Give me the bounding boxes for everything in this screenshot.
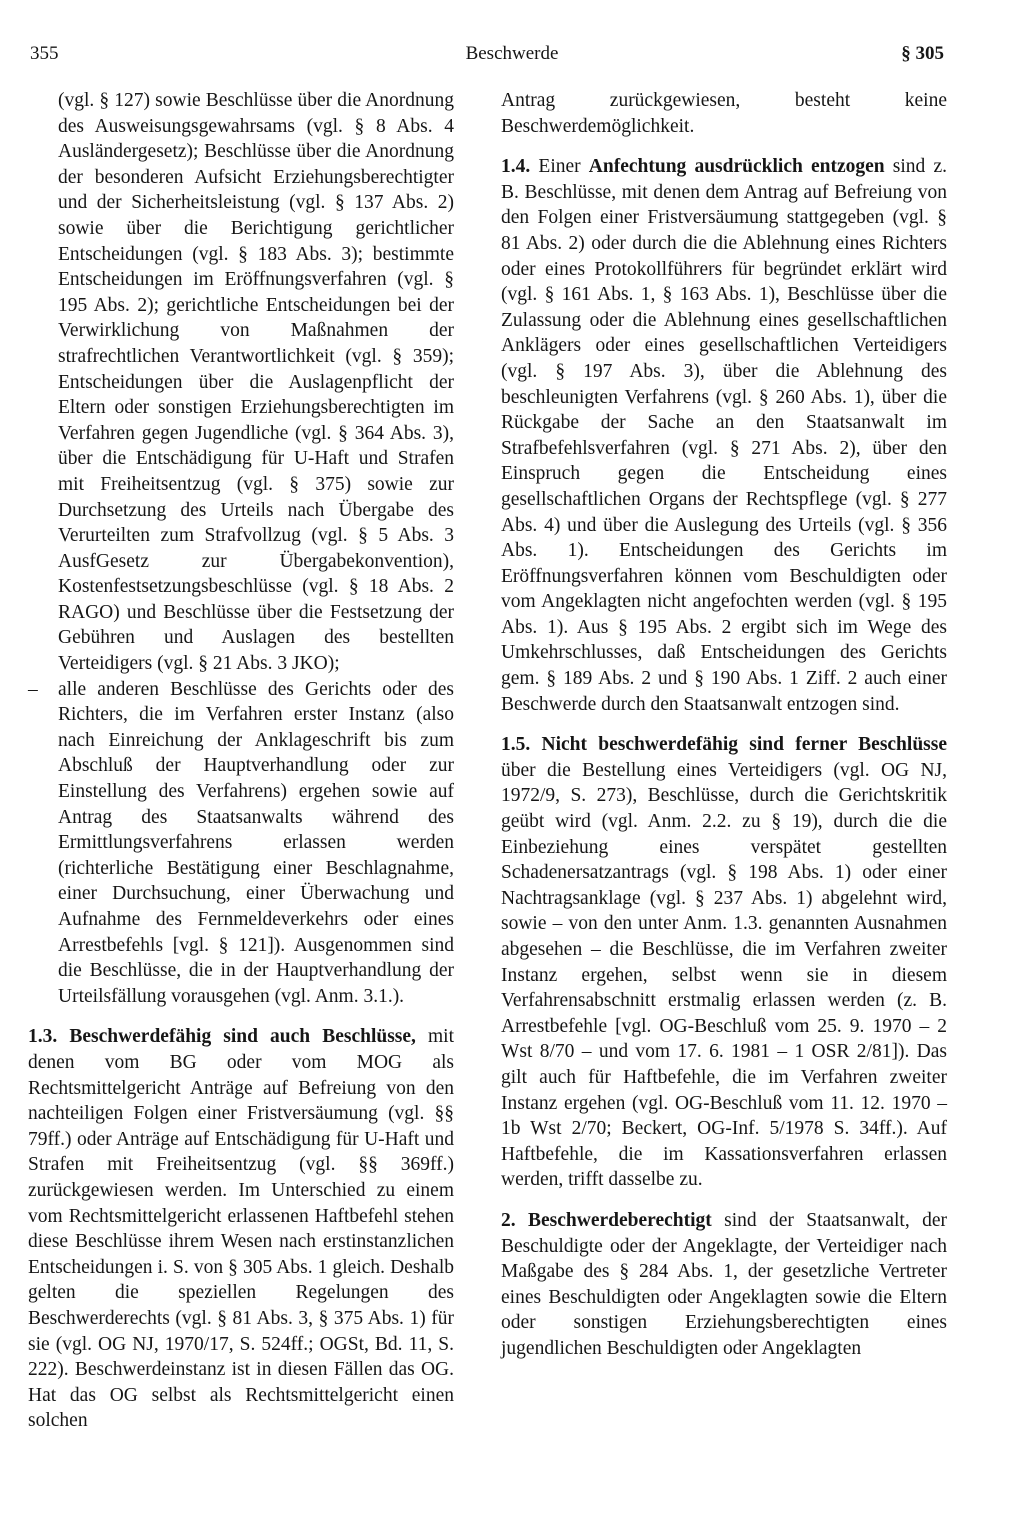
section-1-4-heading: Anfechtung ausdrücklich entzogen xyxy=(588,156,885,178)
section-1-5 xyxy=(501,732,947,1193)
section-1-4-number: 1.4. xyxy=(501,156,531,178)
section-2 xyxy=(501,1208,947,1362)
running-header xyxy=(0,39,1024,69)
section-1-5-text: über die Bestellung eines Verteidigers (vgl. OG NJ, 1972/9, S. 273), Beschlüsse, durch die Gerichtskritik geübt wird (vgl. Anm. 2.2. zu § 19), durch die die Einbeziehung eines verspätet gestellten Schadenersatzantrags (vgl. § 198 Abs. 1) oder einer Nachtragsanklage (vgl. § 237 Abs. 1) abgelehnt wird, sowie – von den unter Anm. 1.3. genannten Ausnahmen abgesehen – die Beschlüsse, die im Verfahren zweiter Instanz ergehen, selbst wenn sie in diesem Verfahrensabschnitt erstmalig erlassen werden (z. B. Arrestbefehle [vgl. OG-Beschluß vom 25. 9. 1970 – 2 Wst 8/70 – und vom 17. 6. 1981 – 1 OSR 2/81]). Das gilt auch für Haftbefehle, die im Verfahren zweiter Instanz ergehen (vgl. OG-Beschluß vom 11. 12. 1970 – 1b Wst 2/70; Beckert, OG-Inf. 5/1978 S. 34ff.). Auf Haftbefehle, die im Kassationsverfahren erlassen werden, trifft dasselbe zu. xyxy=(501,759,947,1191)
paragraph-continued: (vgl. § 127) sowie Beschlüsse über die Anordnung des Ausweisungsgewahrsams (vgl. § 8 Abs. 4 Ausländergesetz); Beschlüsse über die Anordnung der besonderen Aufsicht Erziehungsberechtigter und der Sicherheitsleistung (vgl. § 137 Abs. 2) sowie über die Berichtigung gerichtlicher Entscheidungen (vgl. § 183 Abs. 3); bestimmte Entscheidungen im Eröffnungsverfahren (vgl. § 195 Abs. 2); gerichtliche Entscheidungen bei der Verwirklichung von Maßnahmen der strafrechtlichen Verantwortlichkeit (vgl. § 359); Entscheidungen über die Auslagenpflicht der Eltern oder sonstigen Erziehungsberechtigten im Verfahren gegen Jugendliche (vgl. § 364 Abs. 3), über die Entschädigung für U-Haft und Strafen mit Freiheitsentzug (vgl. § 375) sowie zur Durchsetzung des Urteils nach Übergabe des Verurteilten zum Strafvollzug (vgl. § 5 Abs. 3 AusfGesetz zur Übergabekonvention), Kostenfestsetzungsbeschlüsse (vgl. § 18 Abs. 2 RAGO) und Beschlüsse über die Festsetzung der Gebühren und Auslagen des bestellten Verteidigers (vgl. § 21 Abs. 3 JKO); xyxy=(58,90,454,675)
section-1-3-heading: Beschwerdefähig sind auch Beschlüsse, xyxy=(69,1026,416,1048)
section-2-heading: Beschwerdeberechtigt xyxy=(528,1209,712,1231)
page-number: 355 xyxy=(30,43,59,64)
section-2-number: 2. xyxy=(501,1209,516,1231)
section-1-4 xyxy=(501,154,947,717)
right-column xyxy=(501,88,947,1362)
section-1-3-number: 1.3. xyxy=(28,1026,58,1048)
dash-item-text: alle anderen Beschlüsse des Gerichts oder des Richters, die im Verfahren erster Instanz (also nach Einreichung der Anklageschrift bis zum Abschluß der Hauptverhandlung oder zur Einstellung des Verfahrens) ergehen sowie auf Antrag des Staatsanwalts während des Ermittlungsverfahrens erlassen werden (richterliche Bestätigung einer Beschlagnahme, einer Durchsuchung, einer Überwachung und Aufnahme des Fernmeldeverkehrs oder eines Arrestbefehls [vgl. § 121]). Ausgenommen sind die Beschlüsse, die in der Hauptverhandlung der Urteilsfällung vorausgehen (vgl. Anm. 3.1.). xyxy=(58,678,454,1007)
section-2-text: sind der Staatsanwalt, der Beschuldigte oder der Angeklagte, der Verteidiger nach Maßgabe des § 284 Abs. 1, der gesetzliche Vertreter eines Beschuldigten oder Angeklagten sowie die Eltern oder sonstigen Erziehungsberechtigten eines jugendlichen Beschuldigten oder Angeklagten xyxy=(501,1209,947,1359)
left-column xyxy=(28,88,454,1434)
section-number: § 305 xyxy=(901,43,944,64)
section-1-5-heading: Nicht beschwerdefähig sind ferner Beschlüsse xyxy=(541,734,947,756)
running-title: Beschwerde xyxy=(465,43,559,64)
paragraph-continued-right: Antrag zurückgewiesen, besteht keine Beschwerdemöglichkeit. xyxy=(501,90,947,137)
section-1-4-text: sind z. B. Beschlüsse, mit denen dem Antrag auf Befreiung von den Folgen einer Fristversäumung stattgegeben (vgl. § 81 Abs. 2) oder durch die die Ablehnung eines Richters oder eines Protokollführers für begründet erklärt wird (vgl. § 161 Abs. 1, § 163 Abs. 1), Beschlüsse über die Zulassung oder die Ablehnung eines gesellschaftlichen Anklägers oder eines gesellschaftlichen Verteidigers (vgl. § 197 Abs. 3), über die Ablehnung des beschleunigten Verfahrens (vgl. § 260 Abs. 1), über die Rückgabe der Sache an den Staatsanwalt im Strafbefehlsverfahren (vgl. § 271 Abs. 2), über den Einspruch gegen die Entscheidung eines gesellschaftlichen Organs der Rechtspflege (vgl. § 277 Abs. 4) und über die Auslegung des Urteils (vgl. § 356 Abs. 1). Entscheidungen des Gerichts im Eröffnungsverfahren können vom Beschuldigten oder vom Angeklagten nicht angefochten werden (vgl. § 195 Abs. 1). Aus § 195 Abs. 2 ergibt sich im Wege des Umkehrschlusses, daß Entscheidungen des Gerichts gem. § 189 Abs. 2 und § 190 Abs. 1 Ziff. 2 auch einer Beschwerde durch den Staatsanwalt entzogen sind. xyxy=(501,156,947,715)
dash-marker: – xyxy=(28,678,38,700)
section-1-3-text: mit denen vom BG oder vom MOG als Rechtsmittelgericht Anträge auf Befreiung von den nachteiligen Folgen einer Fristversäumung (vgl. §§ 79ff.) oder Anträge auf Entschädigung für U-Haft und Strafen mit Freiheitsentzug (vgl. §§ 369ff.) zurückgewiesen werden. Im Unterschied zu einem vom Rechtsmittelgericht erlassenen Haftbefehl stehen diese Beschlüsse ihrem Wesen nach erstinstanzlichen Entscheidungen i. S. von § 305 Abs. 1 gleich. Deshalb gelten die speziellen Regelungen des Beschwerderechts (vgl. § 81 Abs. 3, § 375 Abs. 1) für sie (vgl. OG NJ, 1970/17, S. 524ff.; OGSt, Bd. 11, S. 222). Beschwerdeinstanz ist in diesen Fällen das OG. Hat das OG selbst als Rechtsmittelgericht einen solchen xyxy=(28,1026,454,1432)
dash-list-item xyxy=(28,677,454,1010)
section-1-3 xyxy=(28,1024,454,1434)
section-1-5-number: 1.5. xyxy=(501,734,531,756)
section-1-4-lead: Einer xyxy=(538,156,581,178)
